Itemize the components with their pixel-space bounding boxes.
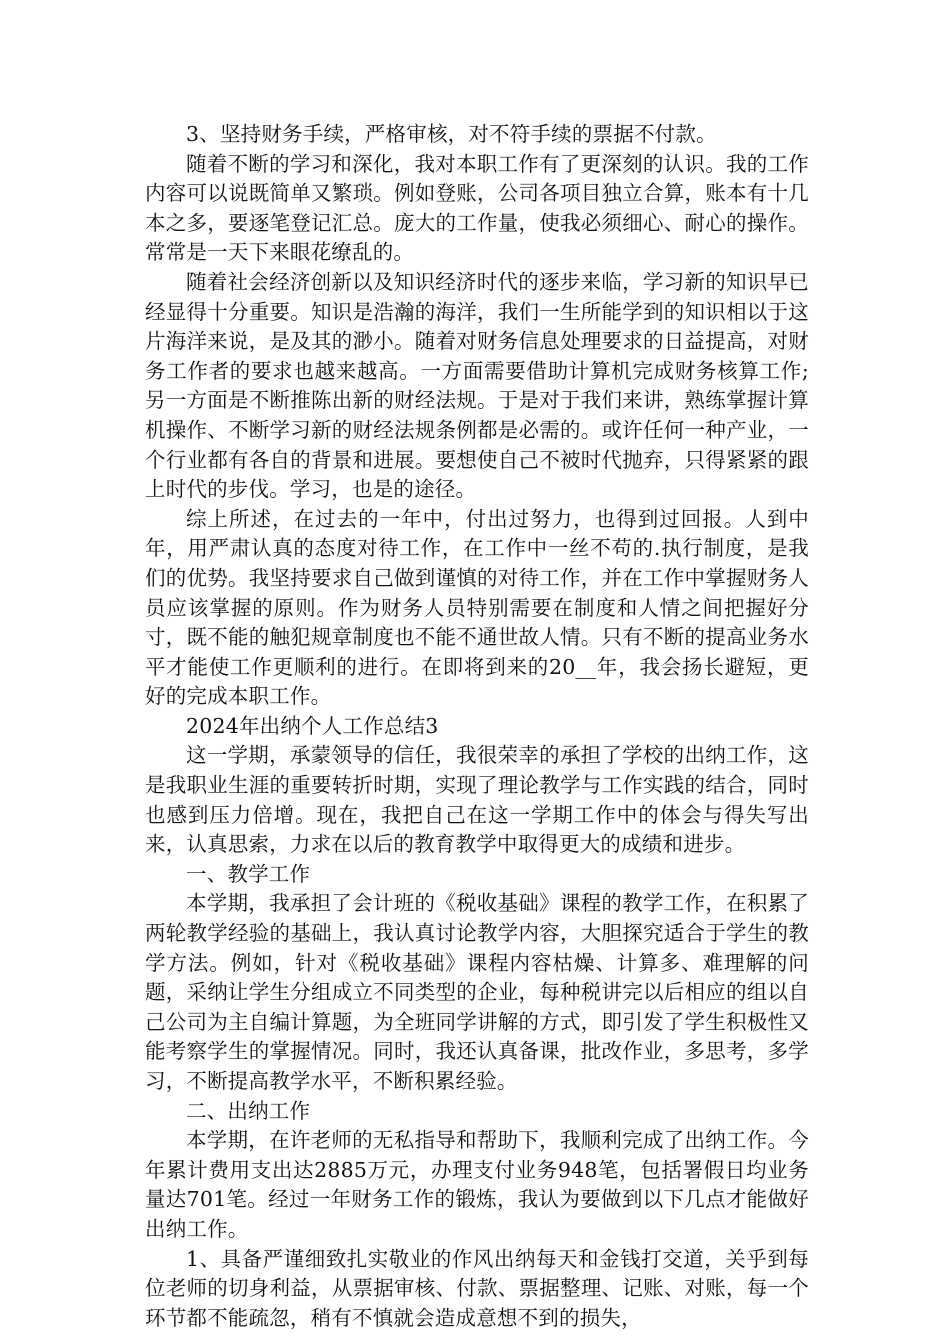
paragraph-teaching-work: 本学期，我承担了会计班的《税收基础》课程的教学工作，在积累了两轮教学经验的基础上，我认真讨论教学内容，大胆探究适合于学生的教学方法。例如，针对《税收基础》课程内容枯燥、计算多、难理解的问题，采纳让学生分组成立不同类型的企业，每种税讲完以后相应的组以自己公司为主自编计算题，为全班同学讲解的方式，即引发了学生积极性又能考察学生的掌握情况。同时，我还认真备课，批改作业，多思考，多学习，不断提高教学水平，不断积累经验。	[145, 891, 809, 1093]
paragraph-point-1: 1、具备严谨细致扎实敬业的作风出纳每天和金钱打交道，关乎到每位老师的切身利益，从票据审核、付款、票据整理、记账、对账，每一个环节都不能疏忽，稍有不慎就会造成意想不到的损失，	[145, 1246, 809, 1330]
paragraph-knowledge-economy: 随着社会经济创新以及知识经济时代的逐步来临，学习新的知识早已经显得十分重要。知识是浩瀚的海洋，我们一生所能学到的知识相以于这片海洋来说，是及其的渺小。随着对财务信息处理要求的日益提高，对财务工作者的要求也越来越高。一方面需要借助计算机完成财务核算工作;另一方面是不断推陈出新的财经法规。于是对于我们来讲，熟练掌握计算机操作、不断学习新的财经法规条例都是必需的。或许任何一种产业，一个行业都有各自的背景和进展。要想使自己不被时代抛弃，只得紧紧的跟上时代的步伐。学习，也是的途径。	[145, 269, 809, 502]
paragraph-cashier-work: 本学期，在许老师的无私指导和帮助下，我顺利完成了出纳工作。今年累计费用支出达2885万元，办理支付业务948笔，包括署假日均业务量达701笔。经过一年财务工作的锻炼，我认为要做到以下几点才能做好出纳工作。	[145, 1128, 809, 1241]
document-body	[145, 120, 809, 1333]
section-title: 2024年出纳个人工作总结3	[186, 713, 439, 738]
paragraph-item-3: 3、坚持财务手续，严格审核，对不符手续的票据不付款。	[186, 122, 717, 146]
section-heading-teaching: 一、教学工作	[186, 861, 311, 886]
paragraph-work-understanding: 随着不断的学习和深化，我对本职工作有了更深刻的认识。我的工作内容可以说既简单又繁琐。例如登账，公司各项目独立合算，账本有十几本之多，要逐笔登记汇总。庞大的工作量，使我必须细心、耐心的操作。常常是一天下来眼花缭乱的。	[145, 151, 809, 265]
paragraph-summary: 综上所述，在过去的一年中，付出过努力，也得到过回报。人到中年，用严肃认真的态度对待工作，在工作中一丝不苟的.执行制度，是我们的优势。我坚持要求自己做到谨慎的对待工作，并在工作中掌握财务人员应该掌握的原则。作为财务人员特别需要在制度和人情之间把握好分寸，既不能的触犯规章制度也不能不通世故人情。只有不断的提高业务水平才能使工作更顺利的进行。在即将到来的20__年，我会扬长避短，更好的完成本职工作。	[145, 506, 809, 709]
section-heading-cashier: 二、出纳工作	[186, 1098, 311, 1123]
paragraph-semester-intro: 这一学期，承蒙领导的信任，我很荣幸的承担了学校的出纳工作，这是我职业生涯的重要转折时期，实现了理论教学与工作实践的结合，同时也感到压力倍增。现在，我把自己在这一学期工作中的体会与得失写出来，认真思索，力求在以后的教育教学中取得更大的成绩和进步。	[145, 743, 809, 857]
